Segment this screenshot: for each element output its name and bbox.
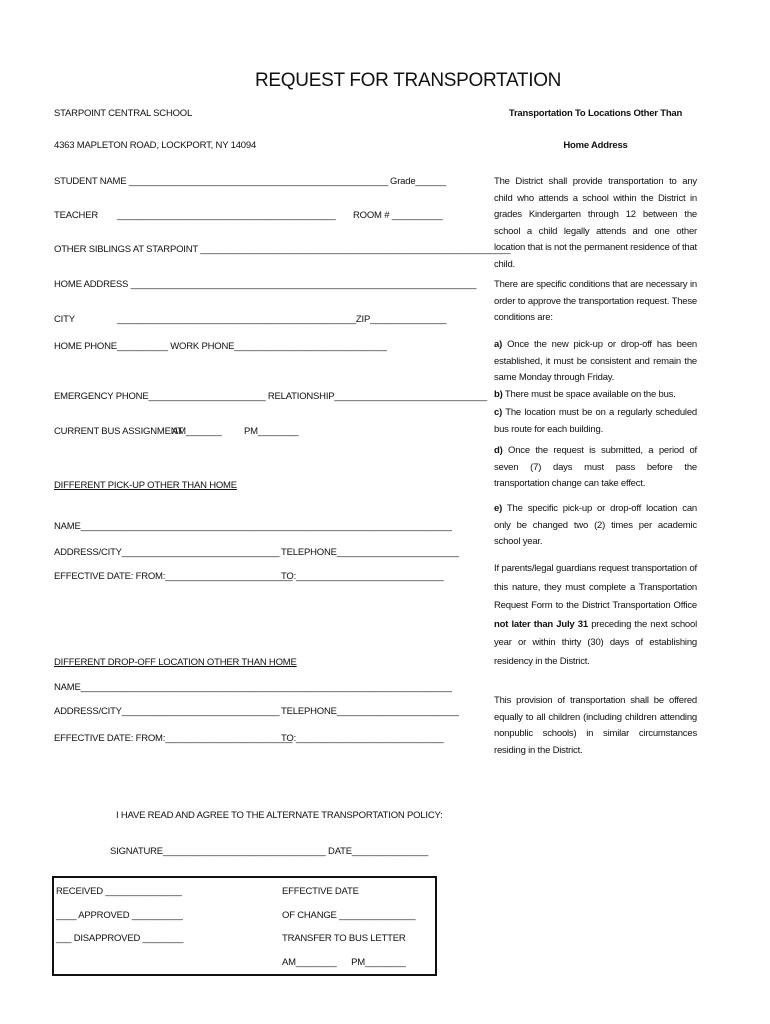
phones-field[interactable]: __________ WORK PHONE______________________________ xyxy=(117,341,387,352)
office-am-pm-field[interactable]: AM________ PM________ xyxy=(282,957,406,968)
policy-intro: The District shall provide transportation to any child who attends a school within the District in grades Kindergarten through 12 between the school a child legally attends and one other location that is not the permanent residence of that child. xyxy=(494,176,697,270)
deadline-text-post: preceding the next school year or within thirty (30) days of establishing residency in the District. xyxy=(494,618,697,667)
condition-c xyxy=(494,405,697,438)
bus-am-field[interactable]: AM_______ xyxy=(172,426,222,437)
condition-a-label: a) xyxy=(494,339,503,350)
pickup-effective-from-field[interactable]: EFFECTIVE DATE: FROM:_________________________ xyxy=(54,571,293,582)
grade-field[interactable]: Grade______ xyxy=(390,176,446,187)
dropoff-effective-from-field[interactable]: EFFECTIVE DATE: FROM:_________________________ xyxy=(54,733,293,744)
school-address: 4363 MAPLETON ROAD, LOCKPORT, NY 14094 xyxy=(54,140,257,151)
dropoff-effective-to-field[interactable]: TO:_____________________________ xyxy=(281,733,444,744)
condition-a xyxy=(494,337,697,387)
condition-d xyxy=(494,443,697,493)
condition-e-label: e) xyxy=(494,503,503,514)
received-field[interactable]: RECEIVED _______________ xyxy=(56,886,182,897)
agreement-statement: I HAVE READ AND AGREE TO THE ALTERNATE TRANSPORTATION POLICY: xyxy=(116,810,443,821)
bus-pm-field[interactable]: PM________ xyxy=(244,426,299,437)
dropoff-heading: DIFFERENT DROP-OFF LOCATION OTHER THAN HOME xyxy=(54,657,297,668)
condition-b-label: b) xyxy=(494,389,503,400)
deadline-bold: not later than July 31 xyxy=(494,618,588,630)
of-change-field[interactable]: OF CHANGE _______________ xyxy=(282,910,416,921)
pickup-name-field[interactable]: NAME_________________________________________________________________________ xyxy=(54,521,452,532)
effective-date-label: EFFECTIVE DATE xyxy=(282,886,359,897)
pickup-telephone-field[interactable]: TELEPHONE________________________ xyxy=(281,547,459,558)
pickup-heading: DIFFERENT PICK-UP OTHER THAN HOME xyxy=(54,480,237,491)
deadline-text-pre: If parents/legal guardians request transportation of this nature, they must complete a Transportation Request Form to the District Transportation Office xyxy=(494,563,697,611)
condition-e xyxy=(494,501,697,551)
pickup-address-field[interactable]: ADDRESS/CITY_______________________________ xyxy=(54,547,280,558)
condition-d-label: d) xyxy=(494,445,503,456)
student-name-field[interactable]: STUDENT NAME ___________________________________________________ xyxy=(54,176,389,187)
deadline-paragraph xyxy=(494,560,697,671)
teacher-field[interactable]: ___________________________________________ xyxy=(117,210,336,221)
condition-b-text: There must be space available on the bus. xyxy=(502,389,676,400)
emergency-relationship-field[interactable]: EMERGENCY PHONE_______________________ RELATIONSHIP______________________________ xyxy=(54,391,487,402)
pickup-effective-to-field[interactable]: TO:_____________________________ xyxy=(281,571,444,582)
transfer-bus-letter-label: TRANSFER TO BUS LETTER xyxy=(282,933,406,944)
signature-date-field[interactable]: SIGNATURE________________________________ DATE_______________ xyxy=(110,846,429,857)
condition-d-text: Once the request is submitted, a period of seven (7) days must pass before the transportation change can take effect. xyxy=(494,445,697,489)
condition-c-text: The location must be on a regularly scheduled bus route for each building. xyxy=(494,407,697,435)
siblings-field[interactable]: OTHER SIBLINGS AT STARPOINT _____________________________________________________________ xyxy=(54,244,511,255)
approved-field[interactable]: ____ APPROVED __________ xyxy=(56,910,183,921)
teacher-label: TEACHER xyxy=(54,210,98,221)
dropoff-telephone-field[interactable]: TELEPHONE________________________ xyxy=(281,706,459,717)
home-address-field[interactable]: HOME ADDRESS ____________________________________________________________________ xyxy=(54,279,477,290)
room-field[interactable]: ROOM # __________ xyxy=(353,210,443,221)
policy-heading-line2: Home Address xyxy=(563,140,628,151)
condition-b xyxy=(494,387,697,404)
condition-c-label: c) xyxy=(494,407,503,418)
condition-e-text: The specific pick-up or drop-off location can only be changed two (2) times per academic school year. xyxy=(494,503,697,547)
provision-paragraph: This provision of transportation shall be offered equally to all children (including children attending nonpublic schools) in similar circumstances residing in the District. xyxy=(494,695,697,756)
disapproved-field[interactable]: ___ DISAPPROVED ________ xyxy=(56,933,184,944)
dropoff-name-field[interactable]: NAME_________________________________________________________________________ xyxy=(54,682,452,693)
dropoff-address-field[interactable]: ADDRESS/CITY_______________________________ xyxy=(54,706,280,717)
city-zip-field[interactable]: _______________________________________________ZIP_______________ xyxy=(117,314,447,325)
policy-heading-line1: Transportation To Locations Other Than xyxy=(508,108,683,119)
home-phone-label: HOME PHONE xyxy=(54,341,117,352)
city-label: CITY xyxy=(54,314,75,325)
policy-conditions-intro: There are specific conditions that are necessary in order to approve the transportation request. These conditions are: xyxy=(494,279,697,323)
condition-a-text: Once the new pick-up or drop-off has been established, it must be consistent and remain the same Monday through Friday. xyxy=(494,339,697,383)
school-name: STARPOINT CENTRAL SCHOOL xyxy=(54,108,193,119)
bus-assignment-label: CURRENT BUS ASSIGNMENT xyxy=(54,426,183,437)
page-title: REQUEST FOR TRANSPORTATION xyxy=(255,70,562,91)
